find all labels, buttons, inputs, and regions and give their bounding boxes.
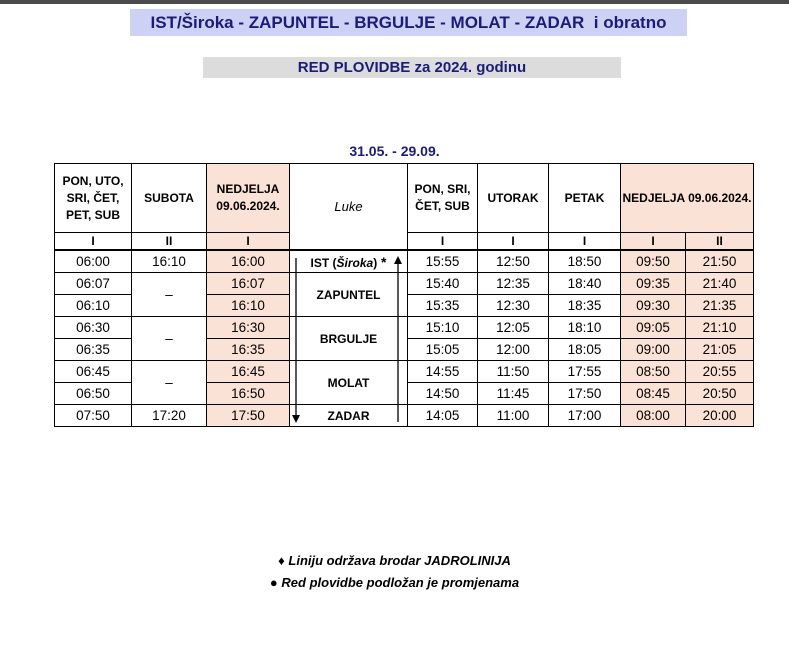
time-cell: 12:35 xyxy=(478,273,549,295)
time-cell: 16:30 xyxy=(207,317,290,339)
port-brgulje: BRGULJE xyxy=(290,317,408,361)
time-cell: 21:05 xyxy=(686,339,754,361)
time-cell: 15:05 xyxy=(408,339,478,361)
diamond-icon: ♦ xyxy=(278,553,285,568)
time-cell: 15:10 xyxy=(408,317,478,339)
time-cell: 20:50 xyxy=(686,383,754,405)
footnote-changes: ● Red plovidbe podložan je promjenama xyxy=(269,575,520,590)
time-cell: 11:00 xyxy=(478,405,549,427)
time-cell: 16:35 xyxy=(207,339,290,361)
time-cell: 18:40 xyxy=(549,273,621,295)
time-cell: 17:20 xyxy=(132,405,207,427)
header-weekdays-return: PON, SRI, ČET, SUB xyxy=(408,164,478,233)
time-cell: 15:55 xyxy=(408,250,478,273)
trip-number: I xyxy=(207,233,290,251)
time-cell: 16:07 xyxy=(207,273,290,295)
header-friday: PETAK xyxy=(549,164,621,233)
footnotes xyxy=(0,550,789,594)
time-cell: 16:45 xyxy=(207,361,290,383)
no-departure: – xyxy=(132,273,207,317)
time-cell: 18:05 xyxy=(549,339,621,361)
header-ports: Luke xyxy=(290,164,408,251)
star-marker: * xyxy=(381,253,387,270)
time-cell: 17:00 xyxy=(549,405,621,427)
validity-period: 31.05. - 29.09. xyxy=(349,143,440,159)
time-cell: 14:05 xyxy=(408,405,478,427)
time-cell: 16:10 xyxy=(207,295,290,317)
no-departure: – xyxy=(132,317,207,361)
time-cell: 11:50 xyxy=(478,361,549,383)
time-cell: 18:50 xyxy=(549,250,621,273)
table-row xyxy=(55,405,754,427)
time-cell: 06:07 xyxy=(55,273,132,295)
trip-number: II xyxy=(686,233,754,251)
time-cell: 18:35 xyxy=(549,295,621,317)
trip-number: I xyxy=(408,233,478,251)
timetable xyxy=(54,163,754,427)
time-cell: 17:50 xyxy=(207,405,290,427)
bullet-icon: ● xyxy=(269,575,278,590)
time-cell: 06:50 xyxy=(55,383,132,405)
time-cell: 12:00 xyxy=(478,339,549,361)
time-cell: 12:05 xyxy=(478,317,549,339)
time-cell: 14:55 xyxy=(408,361,478,383)
trip-number: I xyxy=(55,233,132,251)
footnote-operator: ♦ Liniju održava brodar JADROLINIJA xyxy=(278,553,511,568)
port-zadar: ZADAR xyxy=(290,405,408,427)
time-cell: 17:55 xyxy=(549,361,621,383)
top-border xyxy=(0,0,789,4)
time-cell: 09:50 xyxy=(621,250,686,273)
time-cell: 12:30 xyxy=(478,295,549,317)
port-molat: MOLAT xyxy=(290,361,408,405)
port-ist xyxy=(290,250,408,273)
no-departure: – xyxy=(132,361,207,405)
time-cell: 15:40 xyxy=(408,273,478,295)
table-row xyxy=(55,361,754,383)
time-cell: 12:50 xyxy=(478,250,549,273)
trip-number: I xyxy=(621,233,686,251)
time-cell: 21:35 xyxy=(686,295,754,317)
header-weekdays: PON, UTO, SRI, ČET, PET, SUB xyxy=(55,164,132,233)
time-cell: 11:45 xyxy=(478,383,549,405)
table-row xyxy=(55,273,754,295)
time-cell: 20:55 xyxy=(686,361,754,383)
time-cell: 18:10 xyxy=(549,317,621,339)
time-cell: 15:35 xyxy=(408,295,478,317)
time-cell: 09:30 xyxy=(621,295,686,317)
time-cell: 09:05 xyxy=(621,317,686,339)
time-cell: 06:30 xyxy=(55,317,132,339)
time-cell: 21:40 xyxy=(686,273,754,295)
header-sunday-outbound: NEDJELJA 09.06.2024. xyxy=(207,164,290,233)
time-cell: 06:10 xyxy=(55,295,132,317)
time-cell: 17:50 xyxy=(549,383,621,405)
time-cell: 09:00 xyxy=(621,339,686,361)
time-cell: 09:35 xyxy=(621,273,686,295)
page-title: IST/Široka - ZAPUNTEL - BRGULJE - MOLAT - ZADAR i obratno xyxy=(130,9,687,36)
time-cell: 06:35 xyxy=(55,339,132,361)
header-saturday: SUBOTA xyxy=(132,164,207,233)
port-zapuntel: ZAPUNTEL xyxy=(290,273,408,317)
time-cell: 08:00 xyxy=(621,405,686,427)
time-cell: 08:50 xyxy=(621,361,686,383)
time-cell: 08:45 xyxy=(621,383,686,405)
time-cell: 20:00 xyxy=(686,405,754,427)
port-ist-label: IST (Široka) xyxy=(310,255,378,270)
trip-number: I xyxy=(478,233,549,251)
time-cell: 16:50 xyxy=(207,383,290,405)
time-cell: 16:00 xyxy=(207,250,290,273)
time-cell: 07:50 xyxy=(55,405,132,427)
trip-number: I xyxy=(549,233,621,251)
header-sunday-return: NEDJELJA 09.06.2024. xyxy=(621,164,754,233)
time-cell: 21:10 xyxy=(686,317,754,339)
table-row xyxy=(55,250,754,273)
time-cell: 16:10 xyxy=(132,250,207,273)
page-subtitle: RED PLOVIDBE za 2024. godinu xyxy=(203,57,621,78)
time-cell: 21:50 xyxy=(686,250,754,273)
header-tuesday: UTORAK xyxy=(478,164,549,233)
time-cell: 06:00 xyxy=(55,250,132,273)
table-row xyxy=(55,317,754,339)
time-cell: 14:50 xyxy=(408,383,478,405)
trip-number: II xyxy=(132,233,207,251)
time-cell: 06:45 xyxy=(55,361,132,383)
